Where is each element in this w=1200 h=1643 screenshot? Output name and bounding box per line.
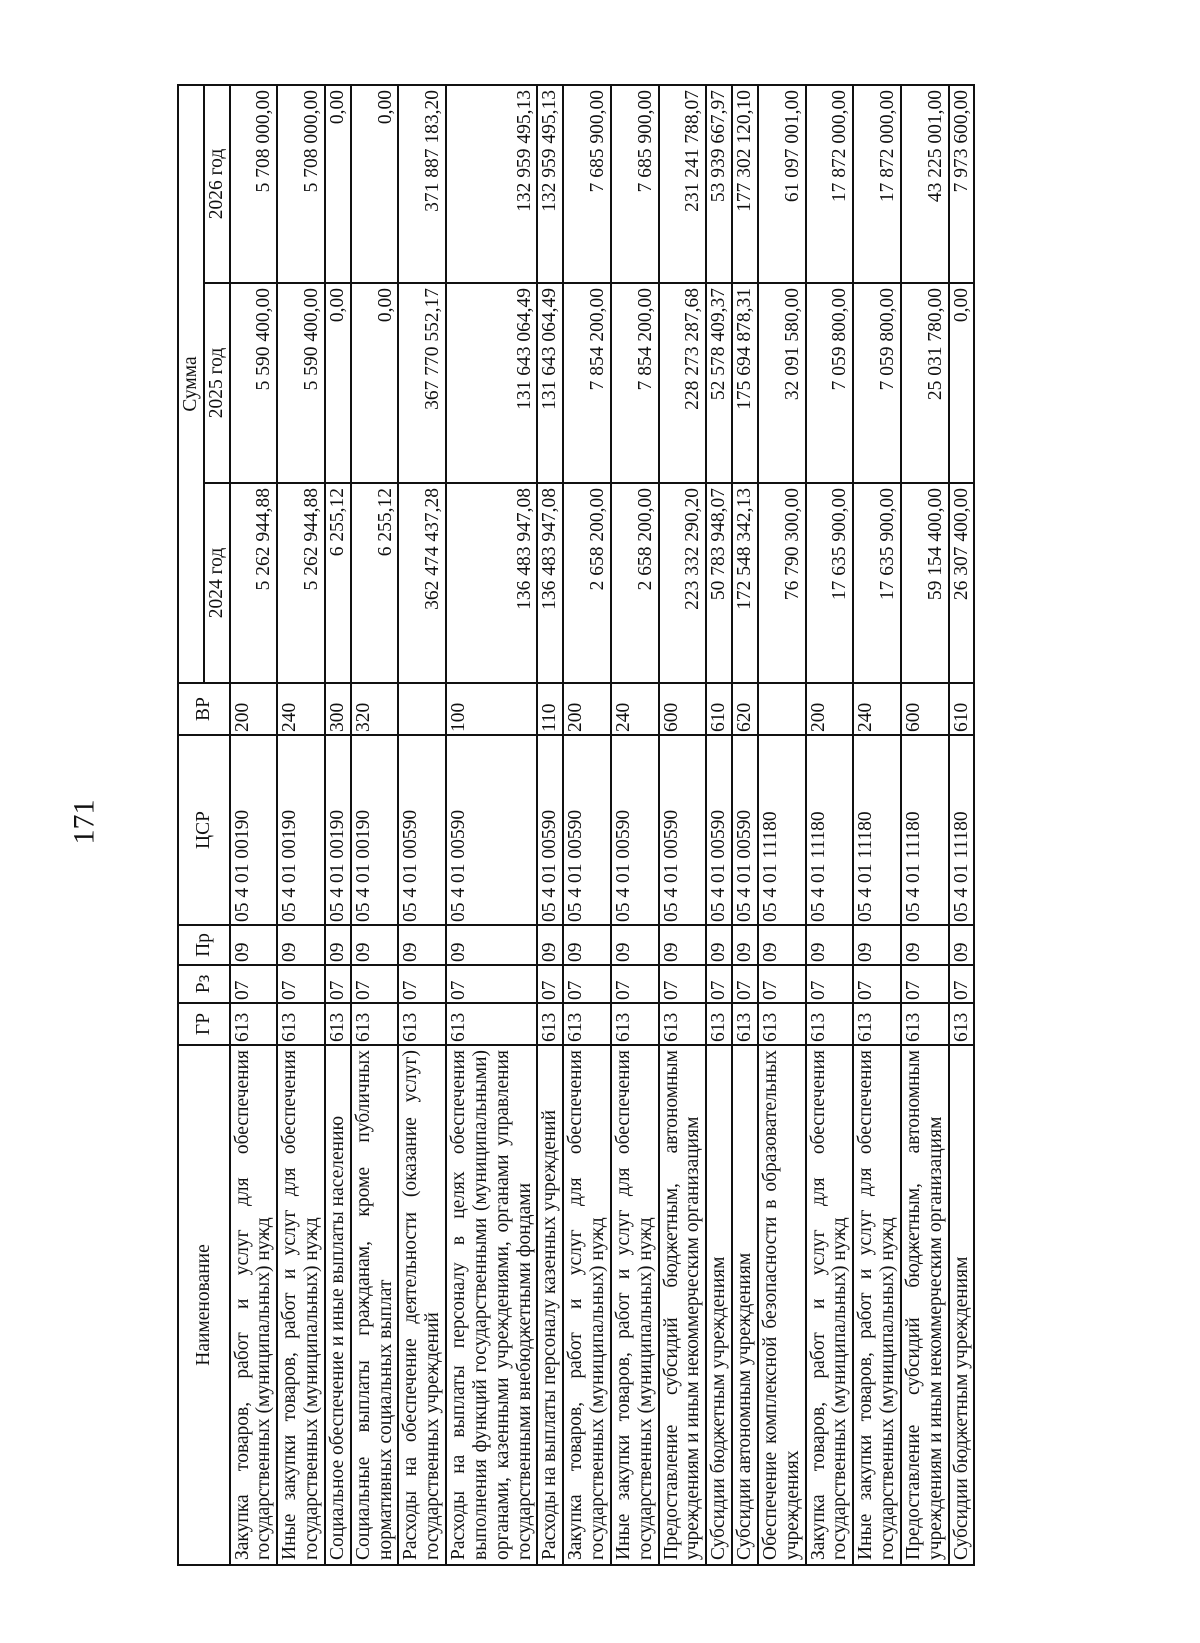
cell-sum-2026: 17 872 000,00 — [853, 85, 901, 283]
cell-csr: 05 4 01 11180 — [758, 735, 806, 925]
cell-sum-2026: 7 685 900,00 — [611, 85, 659, 283]
cell-sum-2025: 25 031 780,00 — [901, 283, 949, 483]
cell-pr: 09 — [806, 925, 854, 965]
cell-sum-2025: 7 059 800,00 — [806, 283, 854, 483]
cell-sum-2026: 5 708 000,00 — [230, 85, 278, 283]
cell-sum-2024: 136 483 947,08 — [537, 483, 563, 683]
cell-csr: 05 4 01 00190 — [230, 735, 278, 925]
table-row — [659, 85, 707, 1565]
cell-vr: 610 — [949, 683, 975, 735]
cell-name: Иные закупки товаров, работ и услуг для обеспечения государственных (муниципальных) нужд — [277, 1045, 325, 1565]
cell-sum-2026: 61 097 001,00 — [758, 85, 806, 283]
header-vr: ВР — [178, 683, 230, 735]
cell-vr — [758, 683, 806, 735]
cell-sum-2024: 50 783 948,07 — [706, 483, 732, 683]
cell-sum-2024: 172 548 342,13 — [732, 483, 758, 683]
cell-rz: 07 — [853, 965, 901, 1003]
cell-sum-2025: 131 643 064,49 — [537, 283, 563, 483]
cell-name: Предоставление субсидий бюджетным, автономным учреждениям и иным некоммерческим организациям — [659, 1045, 707, 1565]
header-year-2026: 2026 год — [204, 85, 230, 283]
table-row — [732, 85, 758, 1565]
cell-sum-2026: 177 302 120,10 — [732, 85, 758, 283]
cell-gr: 613 — [230, 1003, 278, 1045]
cell-gr: 613 — [901, 1003, 949, 1045]
cell-csr: 05 4 01 11180 — [901, 735, 949, 925]
cell-name: Субсидии бюджетным учреждениям — [706, 1045, 732, 1565]
cell-sum-2026: 371 887 183,20 — [398, 85, 446, 283]
cell-sum-2024: 26 307 400,00 — [949, 483, 975, 683]
table-row — [351, 85, 399, 1565]
cell-vr: 600 — [901, 683, 949, 735]
cell-sum-2024: 2 658 200,00 — [611, 483, 659, 683]
cell-sum-2026: 7 973 600,00 — [949, 85, 975, 283]
cell-vr — [398, 683, 446, 735]
cell-rz: 07 — [901, 965, 949, 1003]
cell-vr: 200 — [806, 683, 854, 735]
table-row — [277, 85, 325, 1565]
header-rz: Рз — [178, 965, 230, 1003]
header-csr: ЦСР — [178, 735, 230, 925]
cell-vr: 240 — [277, 683, 325, 735]
cell-name: Иные закупки товаров, работ и услуг для обеспечения государственных (муниципальных) нужд — [853, 1045, 901, 1565]
cell-gr: 613 — [659, 1003, 707, 1045]
cell-name: Закупка товаров, работ и услуг для обеспечения государственных (муниципальных) нужд — [806, 1045, 854, 1565]
cell-sum-2025: 228 273 287,68 — [659, 283, 707, 483]
cell-sum-2025: 5 590 400,00 — [277, 283, 325, 483]
cell-sum-2024: 5 262 944,88 — [230, 483, 278, 683]
cell-rz: 07 — [949, 965, 975, 1003]
cell-vr: 610 — [706, 683, 732, 735]
header-year-2024: 2024 год — [204, 483, 230, 683]
cell-vr: 110 — [537, 683, 563, 735]
cell-sum-2025: 367 770 552,17 — [398, 283, 446, 483]
cell-rz: 07 — [351, 965, 399, 1003]
cell-csr: 05 4 01 11180 — [949, 735, 975, 925]
cell-csr: 05 4 01 00590 — [563, 735, 611, 925]
cell-gr: 613 — [806, 1003, 854, 1045]
header-year-2025: 2025 год — [204, 283, 230, 483]
cell-sum-2025: 7 059 800,00 — [853, 283, 901, 483]
cell-name: Расходы на выплаты персоналу казенных учреждений — [537, 1045, 563, 1565]
cell-pr: 09 — [277, 925, 325, 965]
cell-name: Социальное обеспечение и иные выплаты населению — [325, 1045, 351, 1565]
table-row — [325, 85, 351, 1565]
cell-gr: 613 — [351, 1003, 399, 1045]
table-row — [563, 85, 611, 1565]
cell-rz: 07 — [230, 965, 278, 1003]
cell-csr: 05 4 01 00190 — [277, 735, 325, 925]
cell-gr: 613 — [537, 1003, 563, 1045]
cell-gr: 613 — [732, 1003, 758, 1045]
header-pr: Пр — [178, 925, 230, 965]
cell-name: Субсидии автономным учреждениям — [732, 1045, 758, 1565]
cell-sum-2024: 2 658 200,00 — [563, 483, 611, 683]
cell-vr: 300 — [325, 683, 351, 735]
cell-name: Расходы на обеспечение деятельности (оказание услуг) государственных учреждений — [398, 1045, 446, 1565]
cell-pr: 09 — [659, 925, 707, 965]
cell-gr: 613 — [706, 1003, 732, 1045]
cell-sum-2026: 7 685 900,00 — [563, 85, 611, 283]
table-row — [806, 85, 854, 1565]
cell-name: Закупка товаров, работ и услуг для обеспечения государственных (муниципальных) нужд — [563, 1045, 611, 1565]
cell-pr: 09 — [853, 925, 901, 965]
cell-sum-2025: 0,00 — [325, 283, 351, 483]
table-row — [901, 85, 949, 1565]
cell-csr: 05 4 01 00590 — [706, 735, 732, 925]
cell-vr: 620 — [732, 683, 758, 735]
cell-rz: 07 — [325, 965, 351, 1003]
header-name: Наименование — [178, 1045, 230, 1565]
cell-name: Закупка товаров, работ и услуг для обеспечения государственных (муниципальных) нужд — [230, 1045, 278, 1565]
cell-rz: 07 — [706, 965, 732, 1003]
cell-pr: 09 — [398, 925, 446, 965]
cell-rz: 07 — [446, 965, 537, 1003]
header-sum: Сумма — [178, 85, 204, 683]
cell-csr: 05 4 01 00590 — [537, 735, 563, 925]
cell-csr: 05 4 01 11180 — [853, 735, 901, 925]
cell-pr: 09 — [230, 925, 278, 965]
cell-sum-2025: 0,00 — [949, 283, 975, 483]
cell-vr: 200 — [230, 683, 278, 735]
header-row — [178, 85, 204, 1565]
table-row — [446, 85, 537, 1565]
cell-name: Расходы на выплаты персоналу в целях обеспечения выполнения функций государственными (муниципальными) органами, казенными учреждениями, органами управления государственными внебюджетными фондами — [446, 1045, 537, 1565]
cell-name: Субсидии бюджетным учреждениям — [949, 1045, 975, 1565]
cell-sum-2024: 6 255,12 — [325, 483, 351, 683]
cell-pr: 09 — [949, 925, 975, 965]
cell-pr: 09 — [611, 925, 659, 965]
cell-pr: 09 — [446, 925, 537, 965]
cell-pr: 09 — [351, 925, 399, 965]
cell-name: Социальные выплаты гражданам, кроме публичных нормативных социальных выплат — [351, 1045, 399, 1565]
cell-sum-2026: 0,00 — [325, 85, 351, 283]
cell-gr: 613 — [611, 1003, 659, 1045]
cell-csr: 05 4 01 00590 — [446, 735, 537, 925]
cell-sum-2025: 175 694 878,31 — [732, 283, 758, 483]
cell-sum-2024: 223 332 290,20 — [659, 483, 707, 683]
cell-rz: 07 — [398, 965, 446, 1003]
cell-pr: 09 — [537, 925, 563, 965]
cell-sum-2026: 5 708 000,00 — [277, 85, 325, 283]
cell-sum-2024: 5 262 944,88 — [277, 483, 325, 683]
cell-sum-2026: 132 959 495,13 — [537, 85, 563, 283]
cell-sum-2026: 0,00 — [351, 85, 399, 283]
cell-sum-2026: 17 872 000,00 — [806, 85, 854, 283]
table-body — [230, 85, 975, 1565]
cell-sum-2024: 17 635 900,00 — [853, 483, 901, 683]
cell-name: Предоставление субсидий бюджетным, автономным учреждениям и иным некоммерческим организациям — [901, 1045, 949, 1565]
cell-rz: 07 — [806, 965, 854, 1003]
cell-vr: 200 — [563, 683, 611, 735]
header-gr: ГР — [178, 1003, 230, 1045]
table-row — [230, 85, 278, 1565]
cell-rz: 07 — [732, 965, 758, 1003]
cell-sum-2024: 59 154 400,00 — [901, 483, 949, 683]
cell-csr: 05 4 01 00590 — [659, 735, 707, 925]
cell-gr: 613 — [853, 1003, 901, 1045]
cell-sum-2025: 32 091 580,00 — [758, 283, 806, 483]
cell-sum-2025: 5 590 400,00 — [230, 283, 278, 483]
cell-pr: 09 — [325, 925, 351, 965]
cell-sum-2025: 0,00 — [351, 283, 399, 483]
table-row — [949, 85, 975, 1565]
cell-pr: 09 — [563, 925, 611, 965]
cell-csr: 05 4 01 00590 — [398, 735, 446, 925]
cell-gr: 613 — [949, 1003, 975, 1045]
cell-gr: 613 — [277, 1003, 325, 1045]
cell-sum-2024: 6 255,12 — [351, 483, 399, 683]
budget-table — [177, 84, 975, 1566]
cell-sum-2024: 136 483 947,08 — [446, 483, 537, 683]
cell-sum-2026: 53 939 667,97 — [706, 85, 732, 283]
cell-gr: 613 — [758, 1003, 806, 1045]
cell-pr: 09 — [758, 925, 806, 965]
table-row — [706, 85, 732, 1565]
cell-sum-2025: 7 854 200,00 — [563, 283, 611, 483]
cell-pr: 09 — [732, 925, 758, 965]
table-row — [537, 85, 563, 1565]
cell-rz: 07 — [659, 965, 707, 1003]
cell-gr: 613 — [325, 1003, 351, 1045]
cell-rz: 07 — [611, 965, 659, 1003]
cell-pr: 09 — [706, 925, 732, 965]
cell-vr: 240 — [611, 683, 659, 735]
table-row — [758, 85, 806, 1565]
cell-rz: 07 — [277, 965, 325, 1003]
cell-gr: 613 — [446, 1003, 537, 1045]
table-row — [398, 85, 446, 1565]
cell-pr: 09 — [901, 925, 949, 965]
table-row — [611, 85, 659, 1565]
cell-sum-2025: 7 854 200,00 — [611, 283, 659, 483]
cell-sum-2024: 17 635 900,00 — [806, 483, 854, 683]
table-row — [853, 85, 901, 1565]
cell-sum-2025: 52 578 409,37 — [706, 283, 732, 483]
cell-name: Обеспечение комплексной безопасности в образовательных учреждениях — [758, 1045, 806, 1565]
cell-sum-2024: 76 790 300,00 — [758, 483, 806, 683]
cell-vr: 600 — [659, 683, 707, 735]
cell-csr: 05 4 01 00590 — [732, 735, 758, 925]
cell-csr: 05 4 01 11180 — [806, 735, 854, 925]
cell-vr: 320 — [351, 683, 399, 735]
page-number: 171 — [67, 799, 101, 845]
cell-name: Иные закупки товаров, работ и услуг для обеспечения государственных (муниципальных) нужд — [611, 1045, 659, 1565]
cell-sum-2025: 131 643 064,49 — [446, 283, 537, 483]
cell-gr: 613 — [563, 1003, 611, 1045]
budget-table-container — [177, 86, 1111, 1566]
cell-sum-2024: 362 474 437,28 — [398, 483, 446, 683]
cell-rz: 07 — [563, 965, 611, 1003]
cell-csr: 05 4 01 00590 — [611, 735, 659, 925]
cell-csr: 05 4 01 00190 — [351, 735, 399, 925]
cell-sum-2026: 231 241 788,07 — [659, 85, 707, 283]
cell-rz: 07 — [537, 965, 563, 1003]
cell-sum-2026: 132 959 495,13 — [446, 85, 537, 283]
cell-sum-2026: 43 225 001,00 — [901, 85, 949, 283]
cell-vr: 100 — [446, 683, 537, 735]
cell-gr: 613 — [398, 1003, 446, 1045]
cell-csr: 05 4 01 00190 — [325, 735, 351, 925]
cell-vr: 240 — [853, 683, 901, 735]
cell-rz: 07 — [758, 965, 806, 1003]
